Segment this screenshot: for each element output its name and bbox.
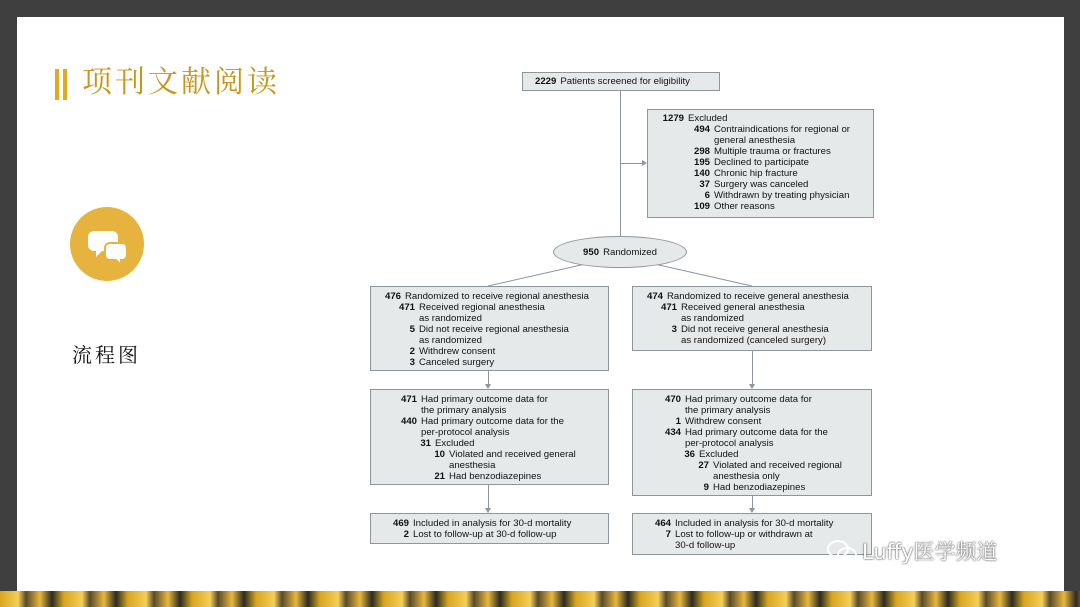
- box-row: [371, 291, 608, 302]
- row-count: 3: [409, 357, 415, 368]
- randomized-node: [553, 236, 687, 268]
- box-row: [371, 357, 608, 368]
- row-label: Violated and received regional anesthesia only: [713, 460, 842, 482]
- row-label: Received general anesthesia as randomized: [681, 302, 805, 324]
- row-label: Had primary outcome data for the per-protocol analysis: [685, 427, 828, 449]
- box-row: [648, 146, 873, 157]
- box-row: [633, 427, 871, 449]
- row-label: Canceled surgery: [419, 357, 495, 368]
- row-label: Withdrew consent: [685, 416, 762, 427]
- section-label: 流程图: [72, 343, 141, 367]
- row-label: Did not receive general anesthesia as randomized (canceled surgery): [681, 324, 829, 346]
- row-label: Randomized to receive general anesthesia: [667, 291, 849, 302]
- box-row: [371, 324, 608, 346]
- row-count: 21: [434, 471, 445, 482]
- row-label: Had primary outcome data for the per-protocol analysis: [421, 416, 564, 438]
- watermark: [826, 538, 998, 566]
- row-count: 2: [409, 346, 415, 357]
- box-row: [648, 179, 873, 190]
- row-label: Lost to follow-up at 30-d follow-up: [413, 529, 557, 540]
- box-row: [648, 113, 873, 124]
- connector-line: [488, 370, 489, 384]
- excluded-box: [647, 109, 874, 218]
- box-row: [648, 124, 873, 146]
- row-label: Contraindications for regional or general anesthesia: [714, 124, 850, 146]
- box-row: [371, 471, 608, 482]
- box-row: [633, 460, 871, 482]
- box-row: [633, 394, 871, 416]
- row-count: 6: [704, 190, 710, 201]
- box-row: [633, 302, 871, 324]
- randomized-label: Randomized: [603, 246, 657, 258]
- row-label: Excluded: [699, 449, 739, 460]
- screened-box: [522, 72, 720, 91]
- row-count: 31: [420, 438, 431, 449]
- box-row: [371, 529, 608, 540]
- connector-line: [752, 351, 753, 384]
- box-row: [633, 416, 871, 427]
- box-row: [633, 518, 871, 529]
- box-row: [648, 168, 873, 179]
- row-label: Received regional anesthesia as randomized: [419, 302, 545, 324]
- row-count: 469: [392, 518, 409, 529]
- row-count: 1: [675, 416, 681, 427]
- box-row: [371, 449, 608, 471]
- watermark-text: Luffy医学频道: [862, 540, 998, 564]
- row-count: 434: [664, 427, 681, 438]
- row-count: 109: [693, 201, 710, 212]
- row-count: 10: [434, 449, 445, 460]
- row-label: Withdrawn by treating physician: [714, 190, 850, 201]
- regional-mortality-box: [370, 513, 609, 544]
- row-count: 471: [660, 302, 677, 313]
- row-count: 27: [698, 460, 709, 471]
- row-count: 494: [693, 124, 710, 135]
- row-count: 471: [400, 394, 417, 405]
- regional-allocation-box: [370, 286, 609, 371]
- row-label: Had benzodiazepines: [713, 482, 806, 493]
- row-count: 195: [693, 157, 710, 168]
- row-count: 140: [693, 168, 710, 179]
- box-row: [371, 394, 608, 416]
- box-row: [371, 438, 608, 449]
- box-row: [648, 157, 873, 168]
- general-allocation-box: [632, 286, 872, 351]
- row-count: 3: [671, 324, 677, 335]
- row-label: Included in analysis for 30-d mortality: [675, 518, 834, 529]
- row-label: Had primary outcome data for the primary analysis: [421, 394, 548, 416]
- randomized-count: 950: [583, 246, 600, 258]
- row-count: 470: [664, 394, 681, 405]
- general-analysis-box: [632, 389, 872, 496]
- row-label: Other reasons: [714, 201, 775, 212]
- row-label: Chronic hip fracture: [714, 168, 798, 179]
- box-row: [371, 416, 608, 438]
- box-row: [371, 518, 608, 529]
- row-label: Surgery was canceled: [714, 179, 809, 190]
- box-row: [633, 482, 871, 493]
- row-label: Excluded: [688, 113, 728, 124]
- row-count: 7: [665, 529, 671, 540]
- row-label: Declined to participate: [714, 157, 809, 168]
- box-row: [371, 346, 608, 357]
- row-count: 440: [400, 416, 417, 427]
- screened-label: Patients screened for eligibility: [560, 76, 690, 87]
- box-row: [648, 190, 873, 201]
- row-count: 298: [693, 146, 710, 157]
- row-label: Multiple trauma or fractures: [714, 146, 831, 157]
- row-count: 37: [699, 179, 710, 190]
- box-row: [371, 302, 608, 324]
- row-label: Withdrew consent: [419, 346, 496, 357]
- box-row: [633, 449, 871, 460]
- row-count: 476: [384, 291, 401, 302]
- row-label: Had benzodiazepines: [449, 471, 542, 482]
- row-count: 471: [398, 302, 415, 313]
- row-label: Violated and received general anesthesia: [449, 449, 576, 471]
- box-row: [633, 324, 871, 346]
- row-label: Lost to follow-up or withdrawn at 30-d follow-up: [675, 529, 813, 551]
- regional-analysis-box: [370, 389, 609, 485]
- row-count: 2: [403, 529, 409, 540]
- row-label: Excluded: [435, 438, 475, 449]
- screened-count: 2229: [535, 76, 557, 87]
- box-row: [648, 201, 873, 212]
- box-row: [633, 291, 871, 302]
- row-label: Included in analysis for 30-d mortality: [413, 518, 572, 529]
- slide-title: 项刊文献阅读: [82, 65, 280, 100]
- row-count: 464: [654, 518, 671, 529]
- row-count: 36: [684, 449, 695, 460]
- row-label: Had primary outcome data for the primary analysis: [685, 394, 812, 416]
- connector-line: [488, 485, 489, 508]
- connector-line: [752, 496, 753, 508]
- row-label: Randomized to receive regional anesthesia: [405, 291, 589, 302]
- row-label: Did not receive regional anesthesia as randomized: [419, 324, 569, 346]
- row-count: 9: [703, 482, 709, 493]
- row-count: 1279: [662, 113, 684, 124]
- row-count: 5: [409, 324, 415, 335]
- row-count: 474: [646, 291, 663, 302]
- wechat-icon: [826, 538, 858, 566]
